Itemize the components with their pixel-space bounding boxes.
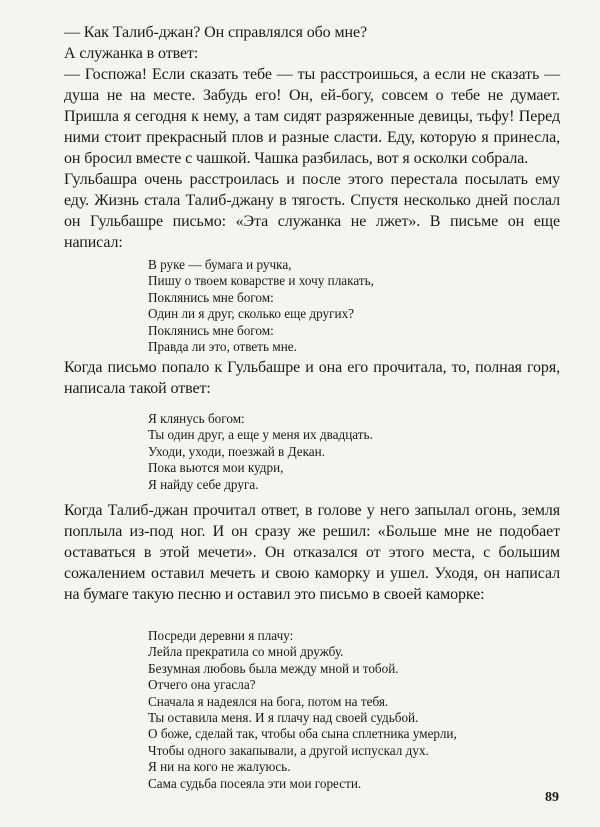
paragraph: — Госпожа! Если сказать тебе — ты расстроишься, а если не сказать — душа не на месте. Забудь его! Он, ей-богу, совсем о тебе не думает. Пришла я сегодня к нему, а там сидят разряженные девицы, тьфу! Перед ними стоит прекрасный плов и разные сласти. Еду, которую я принесла, он бросил вместе с чашкой. Чашка разбилась, вот я осколки собрала. — [64, 66, 560, 167]
paragraph: — Как Талиб-джан? Он справлялся обо мне? — [64, 24, 367, 41]
prose-block-2 — [64, 357, 560, 399]
verse-line: Ты оставила меня. И я плачу над своей судьбой. — [148, 710, 419, 726]
verse-line: Уходи, уходи, поезжай в Декан. — [148, 443, 326, 459]
verse-line: Сначала я надеялся на бога, потом на тебя. — [148, 693, 389, 709]
page-number: 89 — [545, 790, 559, 805]
verse-line: Посреди деревни я плачу: — [148, 628, 294, 643]
paragraph: Когда Талиб-джан прочитал ответ, в голове у него запылал огонь, земля поплыла из-под ног. И он сразу же решил: «Больше мне не подобает оставаться в этой мечети». Он отказался от этого места, с большим сожалением оставил мечеть и свою каморку и ушел. Уходя, он написал на бумаге такую песню и оставил это письмо в своей каморке: — [64, 502, 560, 603]
prose-block-3 — [64, 500, 560, 605]
verse-line: Сама судьба посеяла эти мои горести. — [148, 775, 362, 791]
verse-line: Чтобы одного закапывали, а другой испускал дух. — [148, 742, 429, 758]
verse-line: Я найду себе друга. — [148, 476, 259, 492]
verse-line: Ты один друг, а еще у меня их двадцать. — [148, 427, 373, 443]
prose-block-1 — [64, 22, 560, 253]
verse-line: Лейла прекратила со мной дружбу. — [148, 644, 344, 660]
verse-line: Поклянись мне богом: — [148, 322, 274, 338]
verse-line: Поклянись мне богом: — [148, 289, 274, 305]
verse-line: Я клянусь богом: — [148, 411, 245, 426]
verse-line: Отчего она угасла? — [148, 677, 256, 693]
verse-line: Безумная любовь была между мной и тобой. — [148, 660, 399, 676]
verse-line: Правда ли это, ответь мне. — [148, 339, 297, 355]
verse-line: Я ни на кого не жалуюсь. — [148, 759, 291, 775]
verse-line: Пока вьются мои кудри, — [148, 460, 284, 476]
verse-line: В руке — бумага и ручка, — [148, 257, 292, 272]
verse-3 — [148, 628, 457, 792]
verse-line: Один ли я друг, сколько еще других? — [148, 306, 355, 322]
paragraph: А служанка в ответ: — [64, 45, 199, 62]
verse-1 — [148, 257, 374, 355]
paragraph: Гульбашра очень расстроилась и после этого перестала посылать ему еду. Жизнь стала Талиб-джану в тягость. Спустя несколько дней послал он Гульбашре письмо: «Эта служанка не лжет». В письме он еще написал: — [64, 171, 560, 251]
verse-2 — [148, 411, 373, 493]
verse-line: Пишу о твоем коварстве и хочу плакать, — [148, 273, 374, 289]
paragraph: Когда письмо попало к Гульбашре и она его прочитала, то, полная горя, написала такой ответ: — [64, 359, 560, 397]
verse-line: О боже, сделай так, чтобы оба сына сплетника умерли, — [148, 726, 457, 742]
